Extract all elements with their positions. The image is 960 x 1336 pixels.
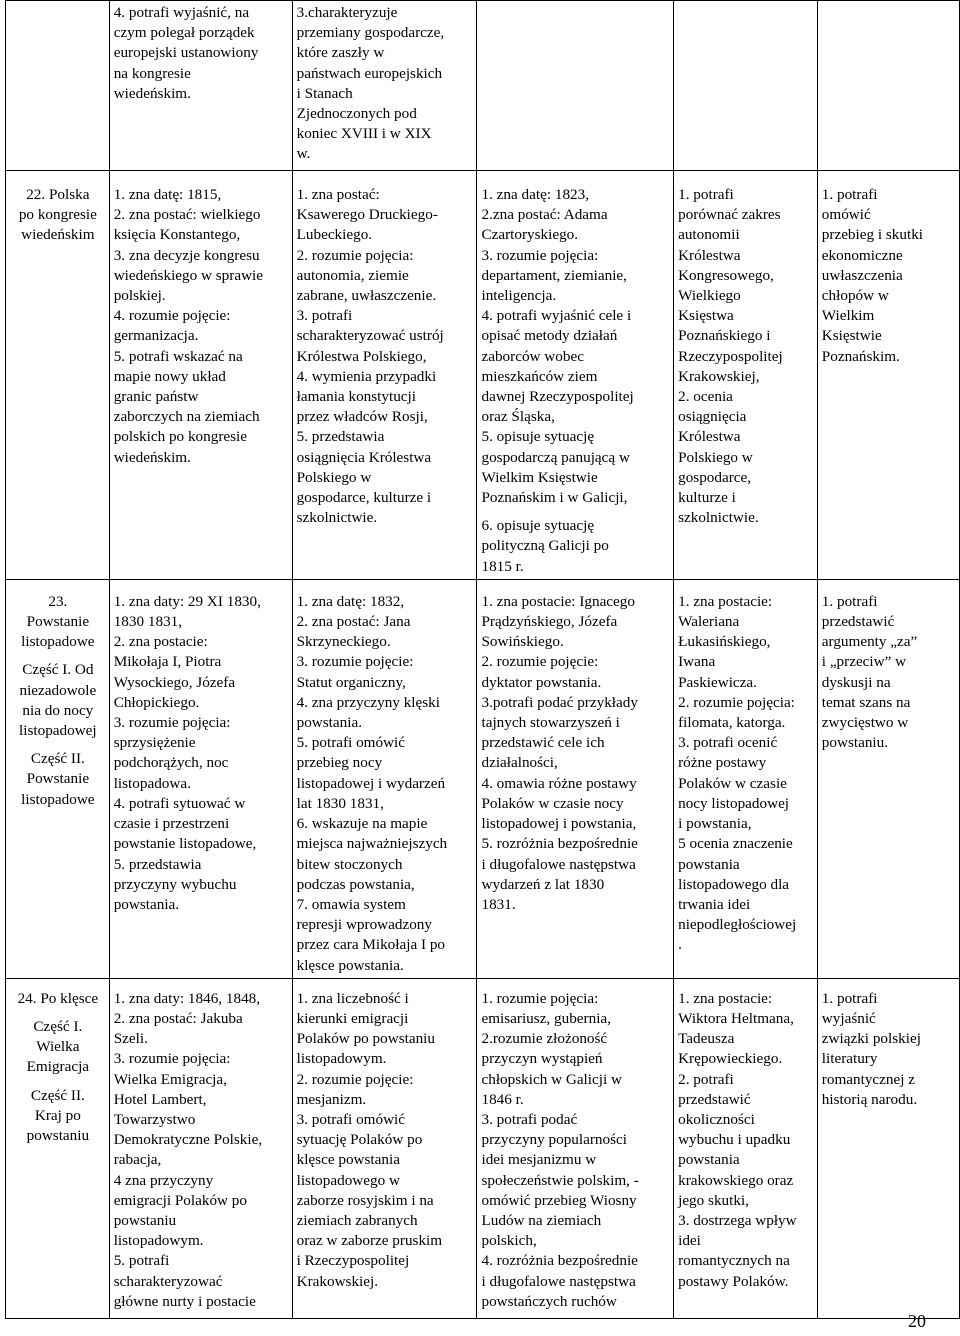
requirement-cell: 1. zna daty: 29 XI 1830, 1830 1831, 2. zna postacie: Mikołaja I, Piotra Wysockiego, Józefa Chłopickiego. 3. rozumie pojęcia: sprzysiężenie podchorążych, noc listopadowa. 4. potrafi sytuować w czasie i przestrzeni powstanie listopadowe, 5. przedstawia przyczyny wybuchu powstania. xyxy=(109,579,292,978)
requirement-cell: 3.charakteryzuje przemiany gospodarcze, które zaszły w państwach europejskich i Stanach Zjednoczonych pod koniec XVIII i w XIX w. xyxy=(292,1,477,171)
requirement-cell xyxy=(477,1,674,171)
requirement-cell: 1. potrafi przedstawić argumenty „za” i „przeciw” w dyskusji na temat szans na zwycięstwo w powstaniu. xyxy=(817,579,959,978)
requirement-cell: 1. zna postacie: Ignacego Prądzyńskiego, Józefa Sowińskiego. 2. rozumie pojęcie: dyktator powstania. 3.potrafi podać przykłady tajnych stowarzyszeń i przedstawić cele ich działalności, 4. omawia różne postawy Polaków w czasie nocy listopadowej i powstania, 5. rozróżnia bezpośrednie i długofalowe następstwa wydarzeń z lat 1830 1831. xyxy=(477,579,674,978)
topic-cell: 24. Po klęsce Część I. Wielka Emigracja Część II. Kraj po powstaniu xyxy=(6,978,110,1318)
requirement-cell xyxy=(817,1,959,171)
requirement-cell: 1. zna daty: 1846, 1848, 2. zna postać: Jakuba Szeli. 3. rozumie pojęcia: Wielka Emigracja, Hotel Lambert, Towarzystwo Demokratyczne Polskie, rabacja, 4 zna przyczyny emigracji Polaków po powstaniu listopadowym. 5. potrafi scharakteryzować główne nurty i postacie xyxy=(109,978,292,1318)
table-row-continued xyxy=(6,1,960,171)
table-row-topic-22 xyxy=(6,171,960,580)
requirement-cell: 1. zna datę: 1832, 2. zna postać: Jana Skrzyneckiego. 3. rozumie pojęcie: Statut organiczny, 4. zna przyczyny klęski powstania. 5. potrafi omówić przebieg nocy listopadowej i wydarzeń lat 1830 1831, 6. wskazuje na mapie miejsca najważniejszych bitew stoczonych podczas powstania, 7. omawia system represji wprowadzony przez cara Mikołaja I po klęsce powstania. xyxy=(292,579,477,978)
requirement-cell: 1. zna postacie: Waleriana Łukasińskiego, Iwana Paskiewicza. 2. rozumie pojęcia: filomata, katorga. 3. potrafi ocenić różne postawy Polaków w czasie nocy listopadowej i powstania, 5 ocenia znaczenie powstania listopadowego dla trwania idei niepodległościowej . xyxy=(674,579,818,978)
requirement-cell: 1. zna postacie: Wiktora Heltmana, Tadeusza Krępowieckiego. 2. potrafi przedstawić okoliczności wybuchu i upadku powstania krakowskiego oraz jego skutki, 3. dostrzega wpływ idei romantycznych na postawy Polaków. xyxy=(674,978,818,1318)
requirement-cell: 4. potrafi wyjaśnić, na czym polegał porządek europejski ustanowiony na kongresie wiedeńskim. xyxy=(109,1,292,171)
requirement-cell: 1. zna liczebność i kierunki emigracji Polaków po powstaniu listopadowym. 2. rozumie pojęcie: mesjanizm. 3. potrafi omówić sytuację Polaków po klęsce powstania listopadowego w zaborze rosyjskim i na ziemiach zabranych oraz w zaborze pruskim i Rzeczypospolitej Krakowskiej. xyxy=(292,978,477,1318)
topic-cell: 23. Powstanie listopadowe Część I. Od niezadowole nia do nocy listopadowej Część II. Powstanie listopadowe xyxy=(6,579,110,978)
requirement-cell xyxy=(674,1,818,171)
page-number: 20 xyxy=(908,1311,926,1331)
requirement-cell: 1. zna postać: Ksawerego Druckiego- Lubeckiego. 2. rozumie pojęcia: autonomia, ziemie zabrane, uwłaszczenie. 3. potrafi scharakteryzować ustrój Królestwa Polskiego, 4. wymienia przypadki łamania konstytucji przez władców Rosji, 5. przedstawia osiągnięcia Królestwa Polskiego w gospodarce, kulturze i szkolnictwie. xyxy=(292,171,477,580)
table-row-topic-23 xyxy=(6,579,960,978)
requirement-cell: 1. zna datę: 1815, 2. zna postać: wielkiego księcia Konstantego, 3. zna decyzje kongresu wiedeńskiego w sprawie polskiej. 4. rozumie pojęcie: germanizacja. 5. potrafi wskazać na mapie nowy układ granic państw zaborczych na ziemiach polskich po kongresie wiedeńskim. xyxy=(109,171,292,580)
requirement-cell: 1. zna datę: 1823, 2.zna postać: Adama Czartoryskiego. 3. rozumie pojęcia: departament, ziemianie, inteligencja. 4. potrafi wyjaśnić cele i opisać metody działań zaborców wobec mieszkańców ziem dawnej Rzeczypospolitej oraz Śląska, 5. opisuje sytuację gospodarczą panującą w Wielkim Księstwie Poznańskim i w Galicji, 6. opisuje sytuację polityczną Galicji po 1815 r. xyxy=(477,171,674,580)
table-row-topic-24 xyxy=(6,978,960,1318)
curriculum-table xyxy=(5,0,960,1319)
topic-cell: 22. Polska po kongresie wiedeńskim xyxy=(6,171,110,580)
requirement-cell: 1. potrafi porównać zakres autonomii Królestwa Kongresowego, Wielkiego Księstwa Poznańskiego i Rzeczypospolitej Krakowskiej, 2. ocenia osiągnięcia Królestwa Polskiego w gospodarce, kulturze i szkolnictwie. xyxy=(674,171,818,580)
requirement-cell: 1. potrafi omówić przebieg i skutki ekonomiczne uwłaszczenia chłopów w Wielkim Księstwie Poznańskim. xyxy=(817,171,959,580)
requirement-cell: 1. rozumie pojęcia: emisariusz, gubernia, 2.rozumie złożoność przyczyn wystąpień chłopskich w Galicji w 1846 r. 3. potrafi podać przyczyny popularności idei mesjanizmu w społeczeństwie polskim, - omówić przebieg Wiosny Ludów na ziemiach polskich, 4. rozróżnia bezpośrednie i długofalowe następstwa powstańczych ruchów xyxy=(477,978,674,1318)
requirement-cell: 1. potrafi wyjaśnić związki polskiej literatury romantycznej z historią narodu. xyxy=(817,978,959,1318)
topic-cell xyxy=(6,1,110,171)
